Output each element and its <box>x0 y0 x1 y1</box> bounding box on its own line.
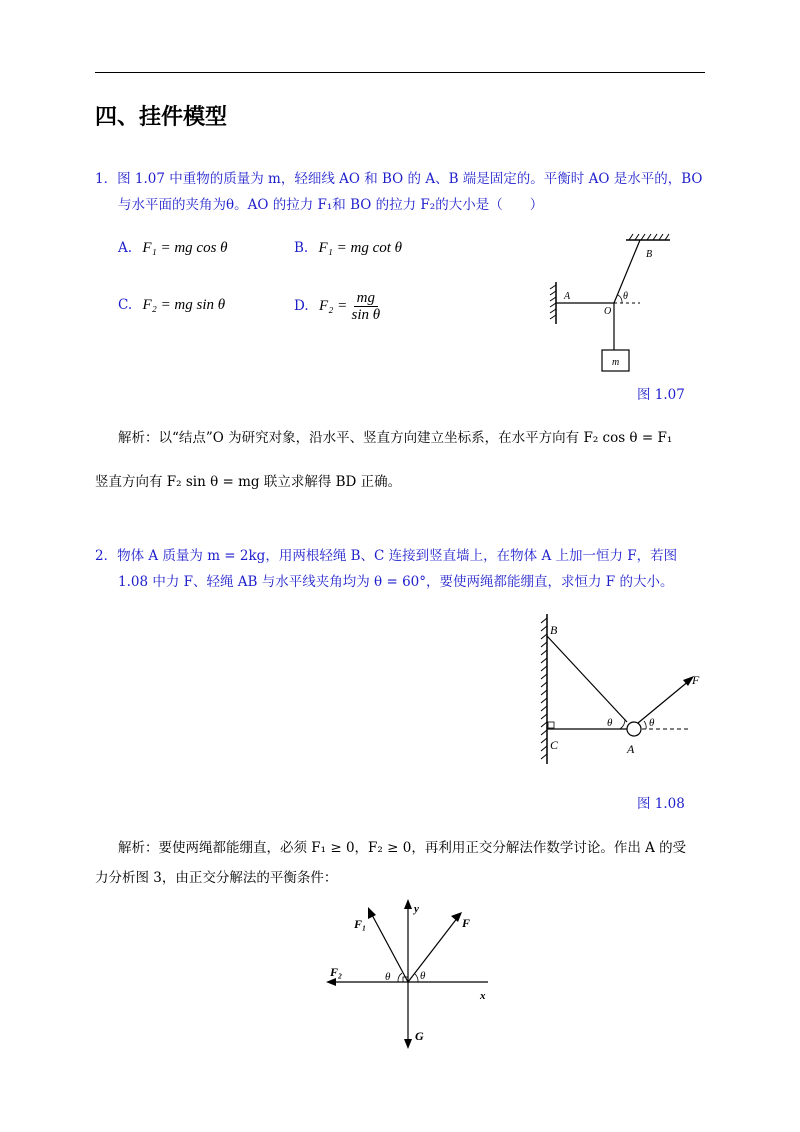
option-c-label: C. <box>118 297 133 313</box>
force-label-f1: F₁ <box>354 917 367 931</box>
option-d-denominator: sin θ <box>351 307 381 323</box>
q1-analysis-line-1: 解析：以“结点”O 为研究对象，沿水平、竖直方向建立坐标系，在水平方向有 F₂ cos θ = F₁ <box>118 430 673 446</box>
force-label-f2: F₂ <box>330 965 343 979</box>
figure-1-08 <box>530 608 710 768</box>
fig107-label-a: A <box>564 291 571 302</box>
caption-figure-1-07: 图 1.07 <box>637 387 685 403</box>
q2-analysis-line-1: 解析：要使两绳都能绷直，必须 F₁ ≥ 0，F₂ ≥ 0，再利用正交分解法作数学讨论。作出 A 的受 <box>118 840 687 856</box>
force-label-theta-left: θ <box>385 971 391 983</box>
q2-analysis-line-2: 力分析图 3，由正交分解法的平衡条件： <box>95 870 338 886</box>
force-diagram <box>320 895 500 1055</box>
option-a-expr: F₁ = mg cos θ <box>142 240 228 256</box>
option-a <box>118 240 228 257</box>
option-c <box>118 297 225 314</box>
fig107-label-m: m <box>612 357 620 368</box>
q1-analysis-line-2: 竖直方向有 F₂ sin θ = mg 联立求解得 BD 正确。 <box>95 474 402 490</box>
force-label-g: G <box>415 1029 424 1043</box>
fig108-label-theta-left: θ <box>607 717 613 729</box>
option-b-expr: F₁ = mg cot θ <box>318 240 403 256</box>
section-title: 四、挂件模型 <box>95 105 228 130</box>
fig108-label-b: B <box>550 623 558 637</box>
force-label-theta-right: θ <box>420 970 426 982</box>
option-d-fraction <box>351 290 380 323</box>
question-2-line-1: 2．物体 A 质量为 m = 2kg，用两根轻绳 B、C 连接到竖直墙上，在物体 A 上加一恒力 F，若图 <box>95 548 678 564</box>
axis-label-x: x <box>480 990 486 1002</box>
fig107-label-o: O <box>604 306 612 317</box>
fig108-label-f: F <box>692 673 700 687</box>
option-a-label: A. <box>118 240 133 256</box>
header-rule <box>95 72 705 73</box>
option-d <box>294 290 380 323</box>
question-1-line-2: 与水平面的夹角为θ。AO 的拉力 F₁和 BO 的拉力 F₂的大小是（ ） <box>118 197 544 213</box>
option-b <box>294 240 402 257</box>
option-d-numerator: mg <box>354 290 378 307</box>
force-label-f: F <box>462 916 471 930</box>
question-2-line-2: 1.08 中力 F、轻绳 AB 与水平线夹角均为 θ = 60°，要使两绳都能绷直，求恒力 F 的大小。 <box>118 574 674 590</box>
caption-figure-1-08: 图 1.08 <box>637 796 685 812</box>
axis-label-y: y <box>414 903 419 915</box>
fig107-label-theta: θ <box>623 291 628 302</box>
fig108-label-theta-right: θ <box>649 717 655 729</box>
option-d-label: D. <box>294 298 309 314</box>
question-1-line-1: 1．图 1.07 中重物的质量为 m，轻细线 AO 和 BO 的 A、B 端是固定的。平衡时 AO 是水平的，BO <box>95 171 703 187</box>
fig107-label-b: B <box>646 249 653 260</box>
option-b-label: B. <box>294 240 309 256</box>
fig108-label-c: C <box>550 738 559 752</box>
option-c-expr: F₂ = mg sin θ <box>142 297 226 313</box>
figure-1-07 <box>540 232 680 377</box>
option-d-lhs: F₂ = <box>318 298 348 314</box>
fig108-label-a: A <box>627 742 635 756</box>
